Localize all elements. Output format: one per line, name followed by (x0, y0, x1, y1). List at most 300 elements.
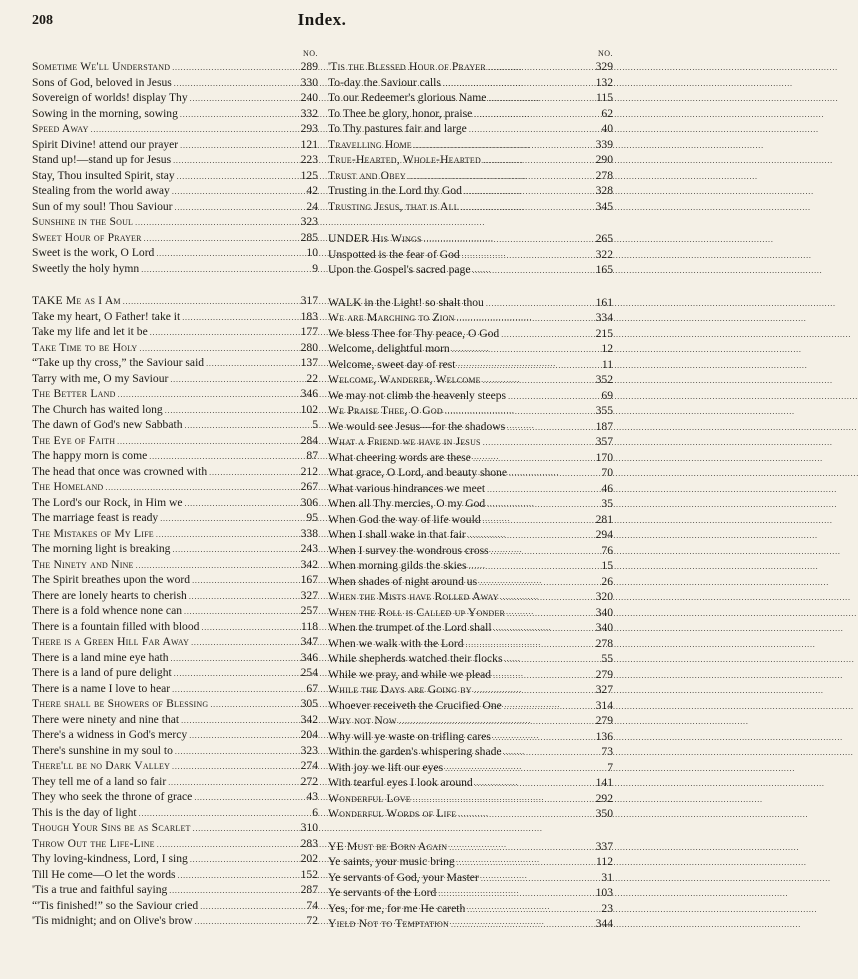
hymn-number: 136 (595, 729, 613, 743)
index-entry (328, 901, 613, 917)
hymn-title: To Thy pastures fair and large (328, 122, 467, 135)
dot-leader (117, 433, 298, 450)
hymn-number: 294 (595, 528, 613, 541)
dot-leader (165, 402, 299, 419)
dot-leader (189, 727, 298, 744)
hymn-number: 243 (300, 542, 318, 555)
dot-leader (174, 665, 299, 682)
hymn-title: There were ninety and nine that (32, 712, 180, 726)
dot-leader (174, 75, 299, 92)
hymn-number: 279 (595, 667, 613, 681)
index-entry (32, 820, 318, 836)
index-entry (328, 682, 613, 698)
hymn-title: YE Must be Born Again (328, 839, 448, 853)
hymn-number: 345 (595, 199, 613, 213)
index-entry (32, 340, 318, 356)
hymn-number: 340 (595, 621, 613, 634)
hymn-title: The head that once was crowned with (32, 464, 208, 478)
hymn-number: 278 (595, 636, 613, 650)
index-entry (328, 59, 613, 75)
index-letter-group (328, 59, 613, 214)
hymn-title: Take my life and let it be (32, 325, 148, 338)
group-spacer (328, 822, 613, 839)
index-entry (328, 419, 613, 435)
index-entry (32, 510, 318, 526)
hymn-number: 339 (595, 137, 613, 151)
index-entry (32, 898, 318, 914)
dot-leader (505, 651, 600, 668)
hymn-title: The Ninety and Nine (32, 557, 134, 571)
dot-leader (494, 620, 594, 637)
hymn-title: Welcome, delightful morn (328, 342, 450, 355)
hymn-title: “'Tis finished!” so the Saviour cried (32, 898, 199, 912)
index-entry (32, 867, 318, 883)
index-entry (328, 295, 613, 311)
hymn-title: When the trumpet of the Lord shall (328, 621, 492, 634)
index-entry (32, 59, 318, 75)
dot-leader (486, 295, 594, 312)
index-letter-group (328, 231, 613, 278)
hymn-title: Travelling Home (328, 137, 412, 151)
hymn-number: 306 (300, 495, 318, 509)
dot-leader (408, 168, 594, 185)
hymn-title: Wonderful Words of Life (328, 807, 457, 820)
hymn-title: Sweet Hour of Prayer (32, 230, 142, 244)
hymn-title: UNDER His Wings (328, 232, 422, 245)
hymn-title: There are lonely hearts to cherish (32, 588, 187, 602)
page-number: 208 (32, 13, 53, 28)
index-entry (328, 589, 613, 605)
hymn-title: There is a land of pure delight (32, 666, 172, 679)
dot-leader (508, 388, 599, 405)
index-entry (328, 106, 613, 122)
hymn-number: 67 (306, 681, 318, 695)
index-entry (328, 667, 613, 683)
hymn-title: When I shall wake in that fair (328, 528, 466, 541)
hymn-number: 167 (300, 573, 318, 586)
index-entry (328, 434, 613, 450)
index-entry (32, 913, 318, 929)
dot-leader (413, 791, 594, 808)
hymn-title: Within the garden's whispering shade (328, 745, 502, 758)
page-header (32, 10, 612, 34)
index-entry (328, 636, 613, 652)
dot-leader (451, 916, 594, 933)
hymn-number: 280 (300, 340, 318, 354)
hymn-number: 322 (595, 247, 613, 261)
hymn-number: 137 (300, 356, 318, 369)
dot-leader (201, 619, 299, 636)
dot-leader (462, 247, 594, 264)
index-entry (32, 681, 318, 697)
hymn-number: 165 (595, 263, 613, 276)
index-entry (328, 870, 613, 886)
dot-leader (175, 199, 305, 216)
index-entry (32, 727, 318, 743)
hymn-title: There shall be Showers of Blessing (32, 697, 209, 710)
hymn-number: 330 (300, 75, 318, 89)
index-entry (32, 619, 318, 635)
hymn-number: 212 (300, 464, 318, 478)
index-letter-group (32, 59, 318, 276)
hymn-title: Why will ye waste on trifling cares (328, 729, 491, 743)
hymn-number: 274 (300, 759, 318, 772)
dot-leader (507, 419, 593, 436)
dot-leader (473, 450, 594, 467)
hymn-number: 152 (300, 867, 318, 881)
index-entry (328, 403, 613, 419)
dot-leader (193, 820, 299, 837)
hymn-title: 'Tis the Blessed Hour of Prayer (328, 60, 486, 73)
dot-leader (182, 309, 298, 326)
hymn-title: The Eye of Faith (32, 433, 116, 447)
dot-leader (487, 481, 599, 498)
dot-leader (185, 495, 299, 512)
dot-leader (443, 75, 594, 92)
index-entry (328, 247, 613, 263)
index-entry (32, 634, 318, 650)
hymn-number: 76 (601, 543, 613, 557)
hymn-number: 293 (300, 122, 318, 135)
index-entry (32, 851, 318, 867)
hymn-title: True-Hearted, Whole-Hearted (328, 153, 481, 166)
hymn-number: 42 (306, 184, 318, 197)
dot-leader (169, 882, 298, 899)
hymn-title: Sweetly the holy hymn (32, 261, 140, 275)
hymn-number: 342 (300, 557, 318, 571)
hymn-number: 328 (595, 184, 613, 197)
index-entry (32, 743, 318, 759)
hymn-title: When we walk with the Lord (328, 636, 464, 650)
dot-leader (504, 698, 594, 715)
dot-leader (173, 152, 298, 169)
index-entry (328, 450, 613, 466)
hymn-title: Sowing in the morning, sowing (32, 106, 178, 120)
hymn-number: 26 (601, 574, 613, 588)
index-entry (328, 372, 613, 388)
hymn-number: 347 (300, 635, 318, 648)
hymn-title: Spirit Divine! attend our prayer (32, 137, 179, 151)
hymn-title: Welcome, sweet day of rest (328, 357, 456, 371)
hymn-title: When God the way of life would (328, 512, 481, 526)
index-entry (32, 464, 318, 480)
hymn-title: Stand up!—stand up for Jesus (32, 153, 172, 166)
dot-leader (483, 512, 594, 529)
index-entry (328, 262, 613, 278)
index-entry (32, 90, 318, 106)
hymn-number: 72 (306, 914, 318, 927)
hymn-title: Ye servants of God, your Master (328, 870, 479, 884)
hymn-title: We would see Jesus—for the shadows (328, 419, 506, 433)
number-column-label: NO. (302, 49, 318, 58)
index-entry (328, 90, 613, 106)
hymn-title: Trusting Jesus, that is All (328, 199, 459, 213)
dot-leader (507, 605, 594, 622)
hymn-title: Speed Away (32, 122, 89, 135)
hymn-title: When shades of night around us (328, 574, 478, 588)
hymn-number: 240 (300, 91, 318, 104)
dot-leader (206, 355, 299, 372)
hymn-title: With tearful eyes I look around (328, 776, 473, 789)
dot-leader (458, 357, 600, 374)
hymn-number: 46 (601, 481, 613, 495)
dot-leader (191, 634, 299, 651)
hymn-title: The Better Land (32, 387, 116, 400)
index-entry (32, 245, 318, 261)
hymn-title: There is a name I love to hear (32, 681, 171, 695)
hymn-title: Wonderful Love (328, 791, 411, 805)
dot-leader (150, 324, 299, 341)
hymn-title: They who seek the throne of grace (32, 790, 193, 803)
hymn-number: 350 (595, 807, 613, 820)
hymn-number: 11 (601, 357, 613, 371)
dot-leader (141, 261, 310, 278)
dot-leader (487, 496, 599, 513)
hymn-number: 9 (312, 261, 318, 275)
hymn-number: 132 (595, 75, 613, 89)
hymn-number: 183 (300, 309, 318, 323)
hymn-title: TAKE Me as I Am (32, 294, 121, 307)
index-groups (328, 59, 613, 932)
dot-leader (184, 603, 299, 620)
hymn-number: 6 (312, 805, 318, 819)
dot-leader (474, 106, 599, 123)
hymn-number: 352 (595, 373, 613, 386)
index-entry (32, 106, 318, 122)
index-entry (328, 605, 613, 621)
hymn-number: 115 (596, 91, 613, 104)
hymn-number: 281 (595, 512, 613, 526)
hymn-title: When morning gilds the skies (328, 559, 467, 572)
hymn-number: 289 (300, 60, 318, 73)
group-spacer (32, 276, 318, 293)
index-entry (32, 836, 318, 852)
hymn-title: The Church has waited long (32, 402, 163, 416)
hymn-number: 118 (301, 619, 318, 633)
hymn-title: The marriage feast is ready (32, 511, 159, 524)
hymn-title: When I survey the wondrous cross (328, 543, 489, 557)
hymn-title: While we pray, and while we plead (328, 667, 492, 681)
index-entry (32, 417, 318, 433)
hymn-number: 314 (595, 698, 613, 712)
hymn-title: Ye servants of the Lord (328, 886, 437, 899)
hymn-number: 287 (300, 883, 318, 896)
hymn-number: 177 (300, 325, 318, 338)
hymn-title: What grace, O Lord, and beauty shone (328, 466, 507, 479)
hymn-number: 87 (306, 449, 318, 462)
hymn-number: 215 (595, 326, 613, 340)
index-entry (328, 620, 613, 636)
index-entry (32, 309, 318, 325)
index-entry (32, 199, 318, 215)
hymn-number: 292 (595, 791, 613, 805)
dot-leader (180, 137, 298, 154)
hymn-number: 329 (595, 60, 613, 73)
hymn-number: 23 (601, 901, 613, 915)
index-entry (328, 916, 613, 932)
index-entry (328, 543, 613, 559)
index-entry (328, 152, 613, 168)
dot-leader (144, 230, 299, 247)
dot-leader (172, 681, 304, 698)
hymn-number: 103 (595, 886, 613, 899)
hymn-number: 278 (595, 168, 613, 182)
dot-leader (194, 789, 304, 806)
dot-leader (457, 310, 594, 327)
hymn-title: While the Days are Going by (328, 683, 472, 696)
dot-leader (157, 836, 299, 853)
index-entry (328, 791, 613, 807)
hymn-title: Trusting in the Lord thy God (328, 184, 462, 197)
hymn-title: Tarry with me, O my Saviour (32, 371, 169, 385)
dot-leader (474, 682, 594, 699)
index-entry (32, 214, 318, 230)
dot-leader (171, 650, 299, 667)
index-entry (32, 183, 318, 199)
hymn-title: There's sunshine in my soul to (32, 743, 173, 757)
dot-leader (461, 199, 594, 216)
hymn-title: Stay, Thou insulted Spirit, stay (32, 168, 175, 182)
hymn-number: 95 (306, 511, 318, 524)
dot-leader (424, 231, 594, 248)
hymn-title: Sun of my soul! Thou Saviour (32, 199, 173, 213)
index-entry (328, 357, 613, 373)
index-groups (32, 59, 318, 929)
hymn-title: Take my heart, O Father! take it (32, 309, 181, 323)
index-entry (32, 882, 318, 898)
dot-leader (149, 448, 304, 465)
dot-leader (493, 729, 594, 746)
hymn-number: 112 (596, 855, 613, 868)
hymn-number: 70 (601, 466, 613, 479)
dot-leader (172, 183, 305, 200)
index-letter-group (32, 293, 318, 929)
dot-leader (200, 898, 304, 915)
hymn-number: 284 (300, 433, 318, 447)
dot-leader (483, 434, 594, 451)
dot-leader (475, 775, 594, 792)
hymn-title: What a Friend we have in Jesus (328, 435, 481, 448)
hymn-number: 141 (595, 776, 613, 789)
hymn-number: 40 (601, 122, 613, 135)
index-entry (328, 806, 613, 822)
index-entry (32, 526, 318, 542)
index-entry (328, 558, 613, 574)
index-entry (32, 168, 318, 184)
hymn-title: Till He come—O let the words (32, 867, 176, 881)
hymn-number: 355 (595, 404, 613, 417)
hymn-number: 283 (300, 836, 318, 850)
hymn-number: 125 (300, 168, 318, 182)
index-column-right (328, 48, 613, 932)
index-entry (328, 388, 613, 404)
hymn-title: The happy morn is come (32, 449, 148, 462)
hymn-title: When the Roll is Called up Yonder (328, 605, 505, 619)
hymn-number: 320 (595, 590, 613, 603)
hymn-title: The morning light is breaking (32, 542, 171, 555)
hymn-title: What cheering words are these (328, 450, 471, 464)
dot-leader (156, 526, 299, 543)
dot-leader (501, 589, 594, 606)
index-entry (328, 465, 613, 481)
index-entry (328, 326, 613, 342)
index-entry (32, 789, 318, 805)
hymn-title: When the Mists have Rolled Away (328, 590, 499, 603)
index-column-left (32, 48, 318, 929)
index-entry (32, 774, 318, 790)
dot-leader (181, 712, 298, 729)
dot-leader (504, 744, 600, 761)
hymn-title: Throw Out the Life-Line (32, 836, 155, 850)
index-entry (328, 310, 613, 326)
index-entry (328, 713, 613, 729)
hymn-title: Sweet is the work, O Lord (32, 246, 155, 259)
hymn-number: 7 (607, 760, 613, 774)
dot-leader (172, 541, 298, 558)
index-entry (328, 854, 613, 870)
index-entry (328, 231, 613, 247)
hymn-title: Take Time to be Holy (32, 340, 138, 354)
hymn-number: 121 (300, 137, 318, 151)
index-entry (328, 527, 613, 543)
hymn-number: 346 (300, 650, 318, 664)
index-entry (32, 75, 318, 91)
dot-leader (139, 340, 298, 357)
hymn-title: Sometime We'll Understand (32, 60, 171, 73)
dot-leader (414, 137, 594, 154)
dot-leader (172, 59, 298, 76)
index-entry (32, 650, 318, 666)
index-entry (328, 75, 613, 91)
index-letter-group (328, 839, 613, 932)
dot-leader (491, 543, 600, 560)
hymn-number: 55 (601, 652, 613, 665)
index-entry (32, 479, 318, 495)
hymn-title: The Homeland (32, 480, 104, 493)
hymn-number: 74 (306, 898, 318, 912)
hymn-number: 15 (601, 559, 613, 572)
index-entry (32, 758, 318, 774)
hymn-title: WALK in the Light! so shalt thou (328, 295, 484, 309)
index-entry (32, 665, 318, 681)
hymn-number: 257 (300, 604, 318, 617)
hymn-number: 10 (306, 246, 318, 259)
hymn-number: 31 (601, 870, 613, 884)
hymn-title: Sons of God, beloved in Jesus (32, 75, 172, 89)
hymn-number: 102 (300, 402, 318, 416)
dot-leader (467, 901, 599, 918)
dot-leader (172, 758, 299, 775)
dot-leader (118, 386, 299, 403)
index-entry (328, 199, 613, 215)
index-entry (328, 137, 613, 153)
hymn-number: 340 (595, 605, 613, 619)
dot-leader (190, 90, 299, 107)
hymn-title: Unspotted is the fear of God (328, 247, 460, 261)
dot-leader (160, 510, 304, 527)
hymn-number: 332 (300, 106, 318, 120)
dot-leader (177, 168, 299, 185)
index-entry (32, 541, 318, 557)
dot-leader (123, 293, 299, 310)
dot-leader (457, 854, 594, 871)
dot-leader (195, 913, 305, 930)
dot-leader (178, 867, 299, 884)
dot-leader (438, 885, 593, 902)
dot-leader (91, 121, 299, 138)
index-entry (32, 572, 318, 588)
hymn-title: Why not Now (328, 714, 397, 727)
